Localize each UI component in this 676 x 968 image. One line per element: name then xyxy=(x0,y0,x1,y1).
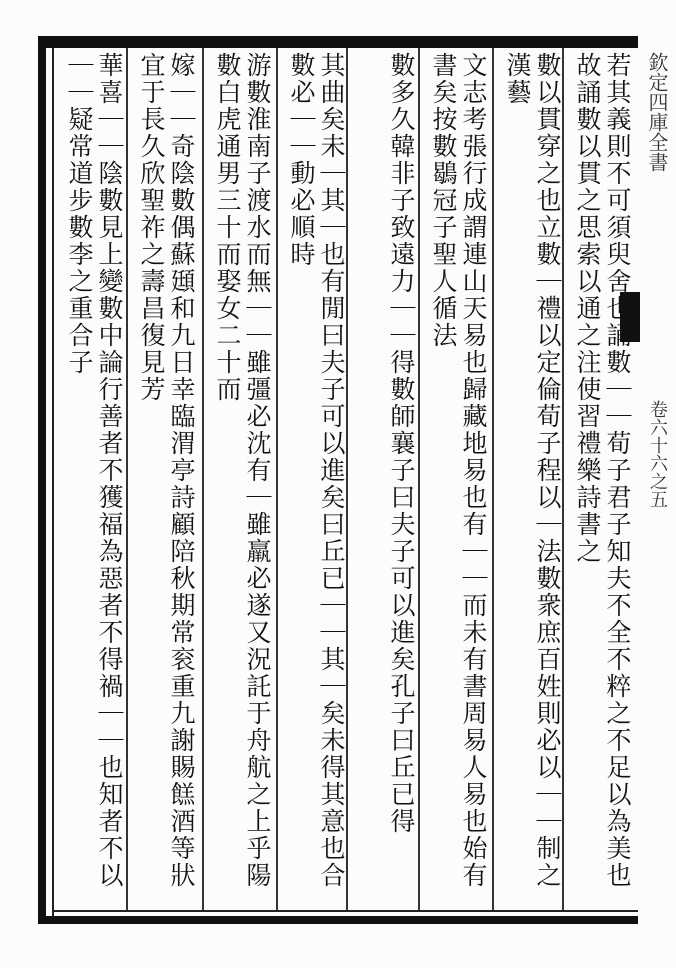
chapter-label: 卷六十六之五 xyxy=(647,400,668,508)
column-rule xyxy=(202,48,204,910)
column-rule xyxy=(418,48,420,910)
column-rule xyxy=(126,48,128,910)
column-rule xyxy=(346,48,348,910)
page-border-bottom xyxy=(38,916,638,924)
text-column-7: 嫁｜｜奇陰數偶蘇頲和九日幸臨渭亭詩顧陪秋期常衮重九謝賜餻酒等狀宜于長久欣聖祚之壽昌復見芳 xyxy=(137,52,196,889)
page-border-left xyxy=(38,36,46,924)
column-rule xyxy=(562,48,564,910)
text-column-8: 華喜｜｜陰數見上變數中論行善者不獲福為惡者不得禍｜｜也知者不以｜｜疑常道步數李之重合子 xyxy=(65,52,124,889)
text-column-5: 其曲矣未｜其｜也有閒曰夫子可以進矣曰丘已｜｜其｜矣未得其意也合數必｜｜動必順時 xyxy=(287,52,346,889)
text-column-2: 數以貫穿之也立數｜禮以定倫荀子程以｜法數衆庶百姓則必以｜｜制之漢藝 xyxy=(503,52,562,889)
column-rule xyxy=(276,48,278,910)
text-column-1: 若其義則不可須臾舍也誦數｜｜荀子君子知夫不全不粹之不足以為美也故誦數以貫之思索以通之注使習禮樂詩書之 xyxy=(573,52,632,889)
inner-border-left xyxy=(52,48,54,916)
column-rule xyxy=(492,48,494,910)
margin-header: 欽定四庫全書 xyxy=(645,52,669,172)
text-column-4: 數多久韓非子致遠力｜｜得數師襄子曰夫子可以進矣孔子曰丘已得 xyxy=(387,52,416,835)
text-column-6: 游數淮南子渡水而無｜｜雖彊必沈有｜雖羸必遂又況託于舟航之上乎陽數白虎通男三十而娶女二十而 xyxy=(213,52,272,889)
page-border-top xyxy=(38,36,638,48)
inner-border-bottom xyxy=(52,910,638,912)
text-column-3: 文志考張行成謂連山天易也歸藏地易也有｜｜而未有書周易人易也始有書矣按數鶡冠子聖人循法 xyxy=(429,52,488,889)
